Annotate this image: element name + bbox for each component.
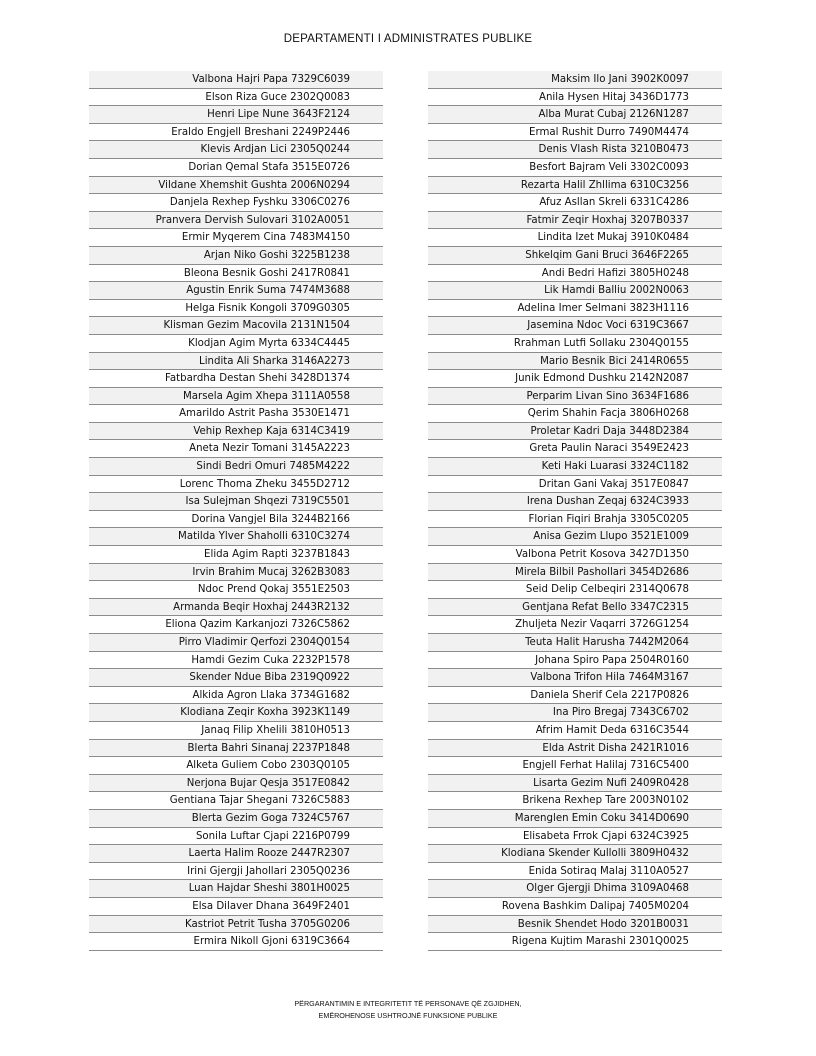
list-item: Danjela Rexhep Fyshku 3306C0276 [89,194,383,212]
list-item: Blerta Bahri Sinanaj 2237P1848 [89,740,383,758]
list-item: Nerjona Bujar Qesja 3517E0842 [89,775,383,793]
list-item: Gentjana Refat Bello 3347C2315 [428,599,722,617]
list-item: Isa Sulejman Shqezi 7319C5501 [89,493,383,511]
list-item: Valbona Hajri Papa 7329C6039 [89,71,383,89]
list-item: Janaq Filip Xhelili 3810H0513 [89,722,383,740]
page-footer [0,998,816,1022]
list-item: Alba Murat Cubaj 2126N1287 [428,106,722,124]
list-item: Skender Ndue Biba 2319Q0922 [89,669,383,687]
list-item: Mario Besnik Bici 2414R0655 [428,353,722,371]
list-item: Klodjan Agim Myrta 6334C4445 [89,335,383,353]
list-item: Perparim Livan Sino 3634F1686 [428,388,722,406]
list-item: Sindi Bedri Omuri 7485M4222 [89,458,383,476]
list-item: Zhuljeta Nezir Vaqarri 3726G1254 [428,616,722,634]
list-item: Enida Sotiraq Malaj 3110A0527 [428,863,722,881]
list-item: Eraldo Engjell Breshani 2249P2446 [89,124,383,142]
list-item: Marsela Agim Xhepa 3111A0558 [89,388,383,406]
list-item: Adelina Imer Selmani 3823H1116 [428,300,722,318]
list-item: Besfort Bajram Veli 3302C0093 [428,159,722,177]
list-item: Aneta Nezir Tomani 3145A2223 [89,440,383,458]
list-item: Elsa Dilaver Dhana 3649F2401 [89,898,383,916]
list-item: Lisarta Gezim Nufi 2409R0428 [428,775,722,793]
list-item: Ermal Rushit Durro 7490M4474 [428,124,722,142]
footer-line-2: EMËROHENOSE USHTROJNË FUNKSIONE PUBLIKE [318,1011,498,1020]
list-item: Mirela Bilbil Pashollari 3454D2686 [428,564,722,582]
list-item: Pranvera Dervish Sulovari 3102A0051 [89,212,383,230]
list-item: Afrim Hamit Deda 6316C3544 [428,722,722,740]
list-item: Proletar Kadri Daja 3448D2384 [428,423,722,441]
list-item: Shkelqim Gani Bruci 3646F2265 [428,247,722,265]
list-item: Gentiana Tajar Shegani 7326C5883 [89,792,383,810]
list-item: Valbona Trifon Hila 7464M3167 [428,669,722,687]
list-item: Ina Piro Bregaj 7343C6702 [428,704,722,722]
list-item: Hamdi Gezim Cuka 2232P1578 [89,652,383,670]
list-item: Qerim Shahin Facja 3806H0268 [428,405,722,423]
list-item: Matilda Ylver Shaholli 6310C3274 [89,528,383,546]
list-item: Elisabeta Frrok Cjapi 6324C3925 [428,828,722,846]
list-item: Elson Riza Guce 2302Q0083 [89,89,383,107]
list-item: Blerta Gezim Goga 7324C5767 [89,810,383,828]
list-item: Eliona Qazim Karkanjozi 7326C5862 [89,616,383,634]
right-name-list [428,71,722,951]
list-item: Vildane Xhemshit Gushta 2006N0294 [89,177,383,195]
list-item: Lindita Ali Sharka 3146A2273 [89,353,383,371]
list-item: Fatbardha Destan Shehi 3428D1374 [89,370,383,388]
list-item: Anisa Gezim Llupo 3521E1009 [428,528,722,546]
list-item: Henri Lipe Nune 3643F2124 [89,106,383,124]
list-item: Helga Fisnik Kongoli 3709G0305 [89,300,383,318]
list-item: Elida Agim Rapti 3237B1843 [89,546,383,564]
list-item: Brikena Rexhep Tare 2003N0102 [428,792,722,810]
list-item: Irini Gjergji Jahollari 2305Q0236 [89,863,383,881]
list-item: Lorenc Thoma Zheku 3455D2712 [89,476,383,494]
list-item: Elda Astrit Disha 2421R1016 [428,740,722,758]
list-item: Laerta Halim Rooze 2447R2307 [89,845,383,863]
list-item: Ndoc Prend Qokaj 3551E2503 [89,581,383,599]
list-item: Agustin Enrik Suma 7474M3688 [89,282,383,300]
list-item: Johana Spiro Papa 2504R0160 [428,652,722,670]
list-item: Maksim Ilo Jani 3902K0097 [428,71,722,89]
list-item: Ermir Myqerem Cina 7483M4150 [89,229,383,247]
list-item: Greta Paulin Naraci 3549E2423 [428,440,722,458]
list-item: Kastriot Petrit Tusha 3705G0206 [89,916,383,934]
list-item: Klodiana Zeqir Koxha 3923K1149 [89,704,383,722]
list-item: Florian Fiqiri Brahja 3305C0205 [428,511,722,529]
list-item: Seid Delip Celbeqiri 2314Q0678 [428,581,722,599]
list-item: Valbona Petrit Kosova 3427D1350 [428,546,722,564]
list-item: Rigena Kujtim Marashi 2301Q0025 [428,933,722,951]
list-item: Jasemina Ndoc Voci 6319C3667 [428,317,722,335]
list-item: Irena Dushan Zeqaj 6324C3933 [428,493,722,511]
list-item: Dorina Vangjel Bila 3244B2166 [89,511,383,529]
list-item: Marenglen Emin Coku 3414D0690 [428,810,722,828]
list-item: Teuta Halit Harusha 7442M2064 [428,634,722,652]
list-item: Amarildo Astrit Pasha 3530E1471 [89,405,383,423]
list-item: Engjell Ferhat Halilaj 7316C5400 [428,757,722,775]
list-item: Denis Vlash Rista 3210B0473 [428,141,722,159]
page-title: DEPARTAMENTI I ADMINISTRATES PUBLIKE [283,33,533,45]
list-item: Bleona Besnik Goshi 2417R0841 [89,265,383,283]
list-item: Klevis Ardjan Lici 2305Q0244 [89,141,383,159]
list-item: Lindita Izet Mukaj 3910K0484 [428,229,722,247]
list-item: Rrahman Lutfi Sollaku 2304Q0155 [428,335,722,353]
list-item: Sonila Luftar Cjapi 2216P0799 [89,828,383,846]
list-item: Ermira Nikoll Gjoni 6319C3664 [89,933,383,951]
list-item: Lik Hamdi Balliu 2002N0063 [428,282,722,300]
list-item: Luan Hajdar Sheshi 3801H0025 [89,880,383,898]
list-item: Anila Hysen Hitaj 3436D1773 [428,89,722,107]
list-item: Dorian Qemal Stafa 3515E0726 [89,159,383,177]
left-name-list [89,71,383,951]
list-item: Alkida Agron Llaka 3734G1682 [89,687,383,705]
list-item: Arjan Niko Goshi 3225B1238 [89,247,383,265]
list-item: Armanda Beqir Hoxhaj 2443R2132 [89,599,383,617]
list-item: Keti Haki Luarasi 3324C1182 [428,458,722,476]
list-item: Rovena Bashkim Dalipaj 7405M0204 [428,898,722,916]
list-item: Besnik Shendet Hodo 3201B0031 [428,916,722,934]
list-item: Olger Gjergji Dhima 3109A0468 [428,880,722,898]
list-item: Irvin Brahim Mucaj 3262B3083 [89,564,383,582]
list-item: Daniela Sherif Cela 2217P0826 [428,687,722,705]
footer-line-1: PËRGARANTIMIN E INTEGRITETIT TË PERSONAVE QË ZGJIDHEN, [294,999,522,1008]
list-item: Alketa Guliem Cobo 2303Q0105 [89,757,383,775]
list-item: Fatmir Zeqir Hoxhaj 3207B0337 [428,212,722,230]
list-item: Afuz Asllan Skreli 6331C4286 [428,194,722,212]
list-item: Klisman Gezim Macovila 2131N1504 [89,317,383,335]
list-item: Vehip Rexhep Kaja 6314C3419 [89,423,383,441]
list-item: Junik Edmond Dushku 2142N2087 [428,370,722,388]
list-item: Dritan Gani Vakaj 3517E0847 [428,476,722,494]
list-item: Klodiana Skender Kullolli 3809H0432 [428,845,722,863]
list-item: Pirro Vladimir Qerfozi 2304Q0154 [89,634,383,652]
list-item: Rezarta Halil Zhllima 6310C3256 [428,177,722,195]
list-item: Andi Bedri Hafizi 3805H0248 [428,265,722,283]
